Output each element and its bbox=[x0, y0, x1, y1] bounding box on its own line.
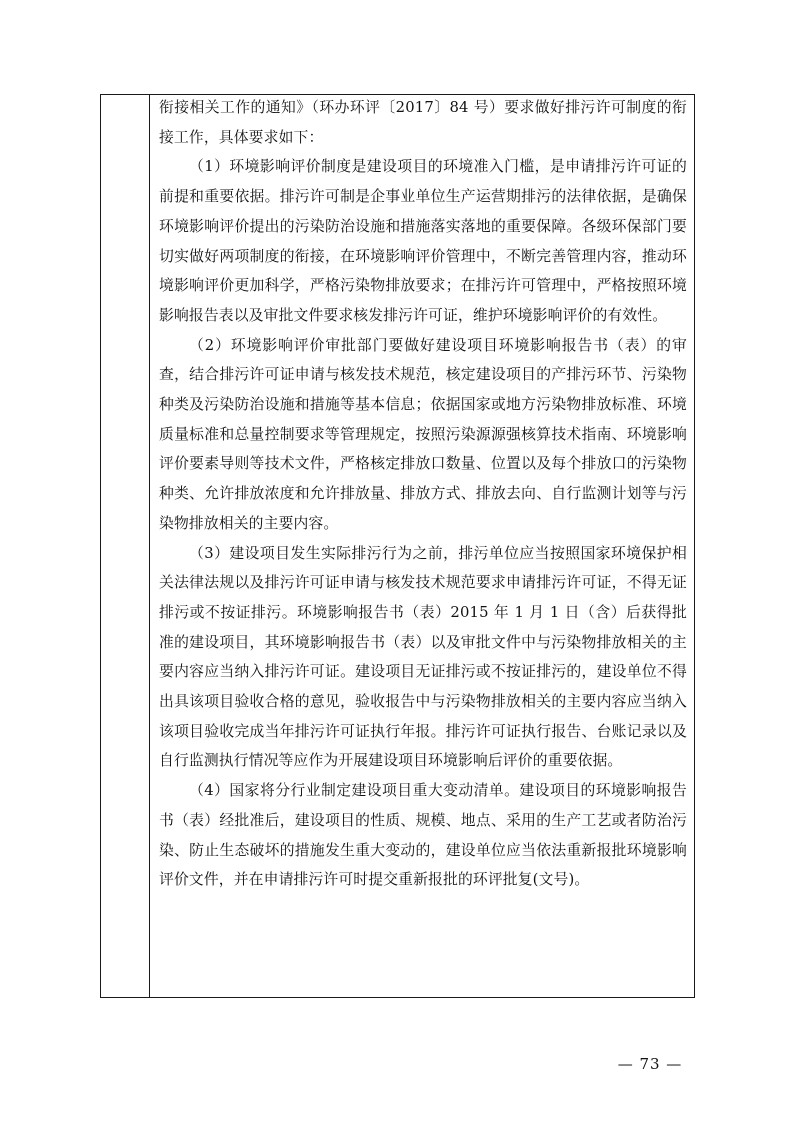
paragraph-item-4: （4）国家将分行业制定建设项目重大变动清单。建设项目的环境影响报告书（表）经批准后，建设项目的性质、规模、地点、采用的生产工艺或者防治污染、防止生态破坏的措施发生重大变动的，建设单位应当依法重新报批环境影响评价文件，并在申请排污许可时提交重新报批的环评批复(文号)。 bbox=[159, 782, 687, 889]
paragraph-item-2: （2）环境影响评价审批部门要做好建设项目环境影响报告书（表）的审查，结合排污许可证申请与核发技术规范，核定建设项目的产排污环节、污染物种类及污染防治设施和措施等基本信息；依据国家或地方污染物排放标准、环境质量标准和总量控制要求等管理规定，按照污染源源强核算技术指南、环境影响评价要素导则等技术文件，严格核定排放口数量、位置以及每个排放口的污染物种类、允许排放浓度和允许排放量、排放方式、排放去向、自行监测计划等与污染物排放相关的主要内容。 bbox=[159, 336, 687, 532]
paragraph-intro: 衔接相关工作的通知》（环办环评〔2017〕84 号）要求做好排污许可制度的衔接工作，具体要求如下： bbox=[159, 99, 687, 146]
table-content-cell bbox=[150, 95, 694, 997]
content-table bbox=[100, 94, 695, 998]
page-number: — 73 — bbox=[617, 1055, 683, 1073]
table-left-column bbox=[101, 95, 150, 997]
paragraph-item-1: （1）环境影响评价制度是建设项目的环境准入门槛，是申请排污许可证的前提和重要依据。排污许可制是企事业单位生产运营期排污的法律依据，是确保环境影响评价提出的污染防治设施和措施落实落地的重要保障。各级环保部门要切实做好两项制度的衔接，在环境影响评价管理中，不断完善管理内容，推动环境影响评价更加科学，严格污染物排放要求；在排污许可管理中，严格按照环境影响报告表以及审批文件要求核发排污许可证，维护环境影响评价的有效性。 bbox=[159, 158, 687, 324]
paragraph-item-3: （3）建设项目发生实际排污行为之前，排污单位应当按照国家环境保护相关法律法规以及排污许可证申请与核发技术规范要求申请排污许可证，不得无证排污或不按证排污。环境影响报告书（表）2015 年 1 月 1 日（含）后获得批准的建设项目，其环境影响报告书（表）以及审批文件中与污染物排放相关的主要内容应当纳入排污许可证。建设项目无证排污或不按证排污的，建设单位不得出具该项目验收合格的意见，验收报告中与污染物排放相关的主要内容应当纳入该项目验收完成当年排污许可证执行年报。排污许可证执行报告、台账记录以及自行监测执行情况等应作为开展建设项目环境影响后评价的重要依据。 bbox=[159, 544, 687, 770]
